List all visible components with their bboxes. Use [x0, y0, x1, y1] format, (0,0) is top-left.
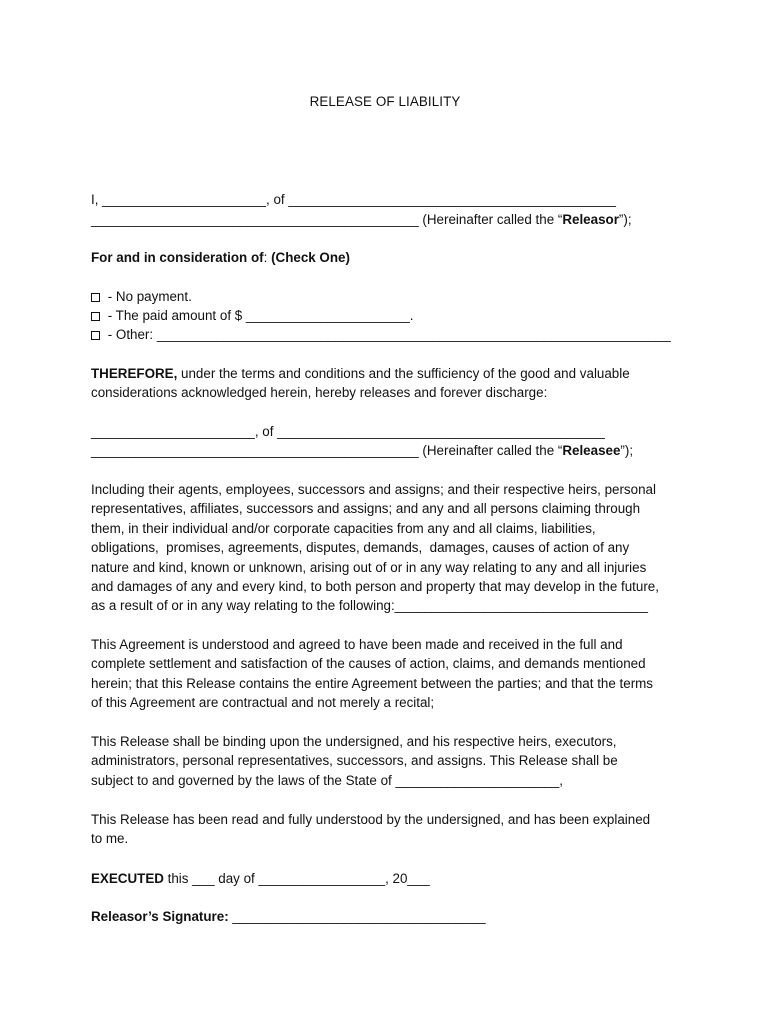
read-paragraph	[91, 810, 691, 849]
including-line: representatives, affiliates, successors and assigns; and any and all persons claiming through	[91, 501, 641, 517]
agreement-line: complete settlement and satisfaction of the causes of action, claims, and demands mentioned	[91, 656, 646, 672]
agreement-line: herein; that this Release contains the entire Agreement between the parties; and that the terms	[91, 675, 654, 691]
checkbox-no-payment[interactable]	[91, 293, 100, 302]
executed-date-line[interactable]	[91, 869, 430, 888]
executed-date-blanks[interactable]: this ___ day of _________________, 20___	[163, 871, 430, 886]
agreement-line: of this Agreement are contractual and not merely a recital;	[91, 695, 435, 711]
executed-label: EXECUTED	[91, 871, 164, 886]
option-other-label: - Other: _____________________________________________________________________	[104, 327, 671, 342]
releasor-role-label: Releasor	[562, 212, 619, 227]
option-paid-amount[interactable]	[91, 306, 414, 325]
releasor-hereinafter-text-a: (Hereinafter called the “	[418, 212, 563, 227]
document-title: RELEASE OF LIABILITY	[309, 94, 461, 109]
releasor-hereinafter-text-b: ”);	[618, 212, 632, 227]
therefore-line-2: considerations acknowledged herein, hereby releases and forever discharge:	[91, 385, 548, 401]
read-line: to me.	[91, 831, 129, 847]
binding-paragraph	[91, 732, 691, 790]
consideration-heading-bold-a: For and in consideration of	[91, 250, 264, 265]
binding-line-state-blank[interactable]: subject to and governed by the laws of the State of ______________________,	[91, 772, 564, 788]
option-paid-amount-label: - The paid amount of $ ______________________.	[104, 308, 414, 323]
releasor-signature-line[interactable]	[91, 907, 486, 926]
option-no-payment-label: - No payment.	[104, 289, 192, 304]
read-line: This Release has been read and fully understood by the undersigned, and has been explained	[91, 812, 651, 827]
therefore-paragraph	[91, 364, 691, 403]
releasor-designation-line[interactable]	[91, 210, 632, 229]
therefore-line-1	[91, 364, 691, 383]
option-other[interactable]	[91, 325, 671, 344]
agreement-line: This Agreement is understood and agreed to have been made and received in the full and	[91, 637, 623, 652]
therefore-line-1-rest: under the terms and conditions and the sufficiency of the good and valuable	[177, 366, 630, 381]
binding-line: This Release shall be binding upon the undersigned, and his respective heirs, executors,	[91, 734, 617, 749]
including-line: Including their agents, employees, successors and assigns; and their respective heirs, personal	[91, 482, 656, 497]
releasee-address-blank[interactable]: ____________________________________________	[91, 443, 419, 458]
including-line: nature and kind, known or unknown, arising out of or in any way relating to any and all injuries	[91, 559, 647, 575]
consideration-heading-bold-b: (Check One)	[271, 250, 350, 265]
releasee-role-label: Releasee	[562, 443, 621, 458]
including-line: them, in their individual and/or corporate capacities from any and all claims, liabilities,	[91, 520, 596, 536]
releasor-address-blank[interactable]: ____________________________________________	[91, 212, 419, 227]
binding-line: administrators, personal representatives, successors, and assigns. This Release shall be	[91, 753, 618, 769]
including-line: and damages of any and every kind, to both person and property that may develop in the future,	[91, 579, 659, 595]
releasee-name-address-line[interactable]: ______________________, of ____________________________________________	[91, 424, 605, 439]
releasee-hereinafter-text-a: (Hereinafter called the “	[418, 443, 563, 458]
including-line-following-blank[interactable]: as a result of or in any way relating to the following:__________________________________	[91, 598, 648, 614]
including-paragraph	[91, 480, 691, 616]
releasor-name-address-line[interactable]: I, ______________________, of ____________________________________________	[91, 192, 617, 207]
releasee-designation-line[interactable]	[91, 441, 633, 460]
including-line: obligations, promises, agreements, disputes, demands, damages, causes of action of any	[91, 540, 630, 556]
checkbox-paid-amount[interactable]	[91, 312, 100, 321]
agreement-paragraph	[91, 635, 691, 713]
releasor-signature-blank[interactable]: __________________________________	[228, 909, 486, 924]
therefore-bold: THEREFORE,	[91, 366, 178, 381]
releasee-hereinafter-text-b: ”);	[620, 443, 634, 458]
consideration-heading	[91, 248, 350, 267]
option-no-payment[interactable]	[91, 287, 192, 306]
releasor-signature-label: Releasor’s Signature:	[91, 909, 229, 924]
checkbox-other[interactable]	[91, 331, 100, 340]
consideration-heading-colon: :	[263, 250, 272, 265]
